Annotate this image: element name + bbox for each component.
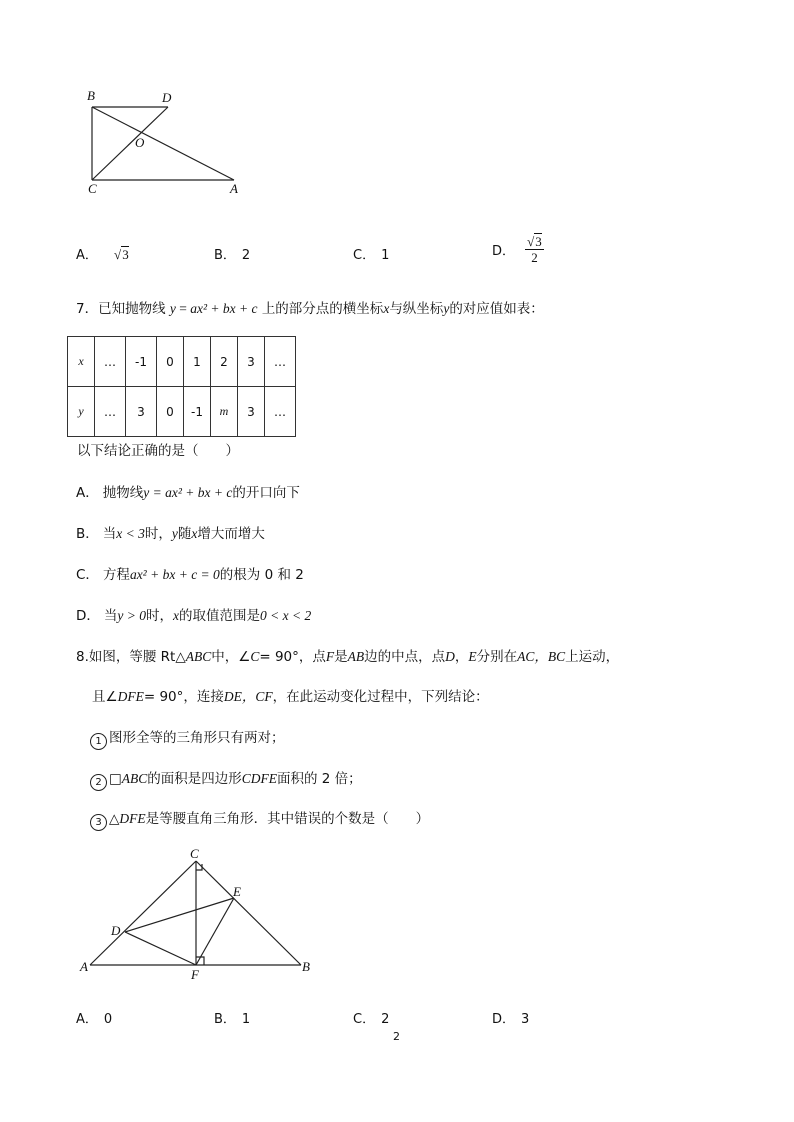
figure-q8 [76,846,326,982]
label-e: E [233,884,241,899]
label-o: O [135,135,145,150]
q7-option-c[interactable]: C． 方程ax² + bx + c = 0的根为 0 和 2 [76,567,304,583]
q8-statement-1: 1 图形全等的三角形只有两对； [90,726,285,750]
q7-stem: 7．已知抛物线 y = ax² + bx + c 上的部分点的横坐标x与纵坐标y的对应值如表： [76,301,544,317]
page-number: 2 [393,1030,400,1043]
label-c: C [190,846,199,861]
q8-statement-2: 2 □ABC的面积是四边形CDFE面积的 2 倍； [90,767,362,791]
segment-ac [90,861,196,965]
q8-statement-3: 3 △DFE是等腰直角三角形．其中错误的个数是（ ） [90,807,429,831]
label-a: A [80,959,88,974]
label-b: B [302,959,310,974]
q6-option-b[interactable]: B． 2 [214,248,251,263]
q6-option-a[interactable]: A． √3 [76,247,129,263]
segment-df [125,932,196,965]
label-a: A [230,181,238,196]
q7-option-b[interactable]: B． 当x < 3时，y随x增大而增大 [76,526,265,542]
q7-prompt: 以下结论正确的是（ ） [77,443,239,459]
label-c: C [88,181,97,196]
q8-option-c[interactable]: C． 2 [353,1012,390,1027]
q8-stem-line1: 8.如图，等腰 Rt△ABC中，∠C= 90°，点F是AB边的中点，点D，E分别在AC，BC上运动， [76,649,620,665]
segment-ba [92,107,234,180]
figure-q6 [80,84,260,196]
fraction-sqrt3-over-2: $\frac{√3}{2}$ [527,234,542,265]
segment-cb [196,861,301,965]
q8-stem-line2: 且∠DFE= 90°，连接DE，CF，在此运动变化过程中，下列结论： [92,689,489,705]
q6-option-d[interactable]: D． $\frac{√3}{2}$ [492,234,542,265]
q8-option-b[interactable]: B． 1 [214,1012,251,1027]
segment-cd [92,107,168,180]
label-b: B [87,88,95,103]
label-d: D [162,90,172,105]
table-row-x: x … -1 0 1 2 3 … [68,337,296,387]
q7-option-a[interactable]: A． 抛物线y = ax² + bx + c的开口向下 [76,485,300,501]
q7-value-table [67,336,296,437]
q6-option-c[interactable]: C． 1 [353,248,390,263]
q8-option-a[interactable]: A． 0 [76,1012,113,1027]
table-row-y: y … 3 0 -1 m 3 … [68,387,296,437]
sqrt-3: √3 [114,247,129,262]
label-d: D [111,923,121,938]
q8-option-d[interactable]: D． 3 [492,1012,530,1027]
right-angle-mark-c [196,864,202,870]
label-f: F [191,967,199,982]
q7-option-d[interactable]: D． 当y > 0时，x的取值范围是0 < x < 2 [76,608,312,624]
